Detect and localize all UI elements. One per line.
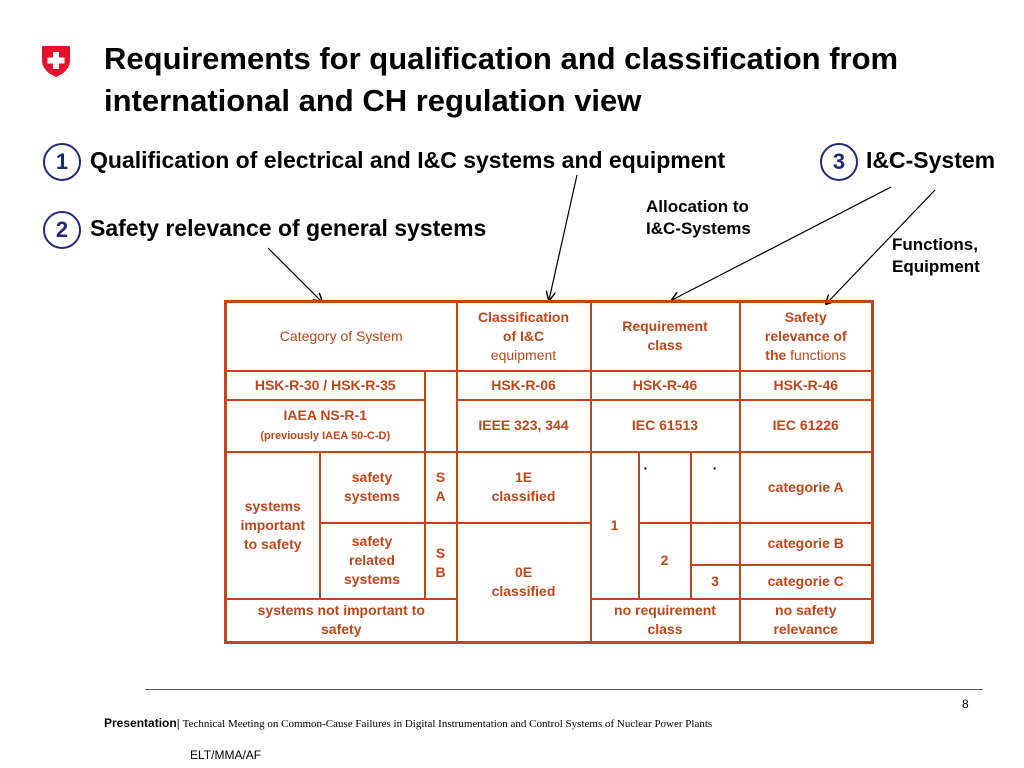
arrow-line bbox=[549, 175, 577, 300]
cell-text: A bbox=[435, 488, 446, 504]
cell-text: to safety bbox=[243, 535, 302, 552]
iaea-sub-text: (previously IAEA 50-C-D) bbox=[260, 429, 391, 442]
item-text: Qualification of electrical and I&C systems and equipment bbox=[90, 147, 726, 173]
cell-text: important bbox=[240, 516, 306, 533]
cell-text: no safety bbox=[775, 602, 837, 619]
requirement-class-2-cell: 2 bbox=[639, 523, 691, 599]
dot-cell bbox=[691, 452, 740, 523]
iaea-classification-cell: IEEE 323, 344 bbox=[457, 400, 591, 452]
requirements-table bbox=[224, 300, 874, 644]
empty-cell bbox=[425, 371, 457, 452]
safety-systems-cell bbox=[320, 452, 425, 523]
dot-mark: · bbox=[712, 459, 718, 476]
item-text: I&C-System bbox=[866, 147, 996, 173]
requirement-class-3-cell: 3 bbox=[691, 565, 740, 599]
page-title: Requirements for qualification and classification from international and CH regulation view bbox=[104, 41, 899, 118]
cell-text: systems bbox=[343, 571, 401, 587]
cell-text: class bbox=[647, 621, 683, 638]
item-text: Safety relevance of general systems bbox=[90, 215, 487, 241]
footer-separator: | bbox=[176, 718, 180, 730]
header-category: Category of System bbox=[226, 302, 457, 371]
no-safety-cell bbox=[740, 599, 873, 643]
cell-text: safety bbox=[351, 469, 393, 485]
hsk-requirement-cell: HSK-R-46 bbox=[591, 371, 740, 400]
iaea-safety-cell: IEC 61226 bbox=[740, 400, 873, 452]
header-requirement bbox=[591, 302, 740, 371]
page-number: 8 bbox=[962, 697, 969, 711]
safety-related-cell bbox=[320, 523, 425, 599]
cell-text: systems bbox=[343, 488, 401, 504]
requirement-class-1-cell: 1 bbox=[591, 452, 639, 599]
item-number-badge: 1 bbox=[43, 143, 81, 181]
categorie-b-cell: categorie B bbox=[740, 523, 873, 565]
header-text: Classification bbox=[477, 308, 570, 325]
systems-important-cell bbox=[226, 452, 320, 599]
hsk-classification-cell: HSK-R-06 bbox=[457, 371, 591, 400]
sb-cell bbox=[425, 523, 457, 599]
class-1e-cell bbox=[457, 452, 591, 523]
header-safety bbox=[740, 302, 873, 371]
cell-text: classified bbox=[491, 488, 556, 504]
header-text: relevance of bbox=[764, 327, 847, 344]
cell-text: no requirement bbox=[614, 602, 716, 619]
cell-text: safety bbox=[321, 621, 362, 638]
dot-cell bbox=[639, 452, 691, 523]
arrow-line bbox=[268, 248, 322, 302]
empty-cell bbox=[691, 523, 740, 565]
author-code: ELT/MMA/AF bbox=[190, 748, 262, 762]
cell-text: safety bbox=[351, 533, 393, 549]
annotation-line: Functions, bbox=[892, 235, 978, 254]
iaea-category-cell bbox=[226, 400, 425, 452]
header-text: class bbox=[647, 337, 683, 354]
cell-text: systems not important to bbox=[257, 602, 425, 619]
meeting-name: Technical Meeting on Common-Cause Failures in Digital Instrumentation and Control Systems of Nuclear Power Plants bbox=[182, 718, 713, 730]
header-text: Safety bbox=[784, 308, 827, 325]
header-text: equipment bbox=[490, 346, 557, 363]
hsk-category-cell: HSK-R-30 / HSK-R-35 bbox=[226, 371, 425, 400]
categorie-a-cell: categorie A bbox=[740, 452, 873, 523]
dot-mark: · bbox=[643, 459, 649, 476]
categorie-c-cell: categorie C bbox=[740, 565, 873, 599]
no-requirement-cell bbox=[591, 599, 740, 643]
presentation-label: Presentation bbox=[104, 716, 177, 730]
header-classification bbox=[457, 302, 591, 371]
header-text: functions bbox=[790, 346, 847, 363]
header-text: the bbox=[765, 346, 787, 363]
cell-text: 1E bbox=[514, 469, 533, 485]
cell-text: 0E bbox=[514, 564, 533, 581]
arrow-line bbox=[672, 187, 891, 300]
item-number-badge: 2 bbox=[43, 211, 81, 249]
iaea-main-text: IAEA NS-R-1 bbox=[283, 406, 367, 423]
cell-text: related bbox=[349, 552, 395, 568]
header-text: of I&C bbox=[502, 327, 545, 344]
class-0e-cell bbox=[457, 523, 591, 643]
cell-text: systems bbox=[244, 497, 301, 514]
cell-text: S bbox=[435, 469, 446, 485]
cell-text: relevance bbox=[773, 621, 839, 638]
sa-cell bbox=[425, 452, 457, 523]
cell-text: B bbox=[435, 563, 446, 580]
annotation-line: Allocation to bbox=[646, 197, 749, 216]
annotation-line: I&C-Systems bbox=[646, 219, 751, 238]
footer-divider bbox=[145, 689, 983, 690]
hsk-safety-cell: HSK-R-46 bbox=[740, 371, 873, 400]
annotation-line: Equipment bbox=[892, 257, 980, 276]
header-text: Requirement bbox=[622, 318, 708, 335]
cell-text: classified bbox=[491, 583, 556, 600]
footer-text bbox=[104, 716, 712, 730]
iaea-requirement-cell: IEC 61513 bbox=[591, 400, 740, 452]
item-number-badge: 3 bbox=[820, 143, 858, 181]
cell-text: S bbox=[435, 544, 446, 561]
not-important-cell bbox=[226, 599, 457, 643]
arrow-line bbox=[826, 190, 935, 304]
